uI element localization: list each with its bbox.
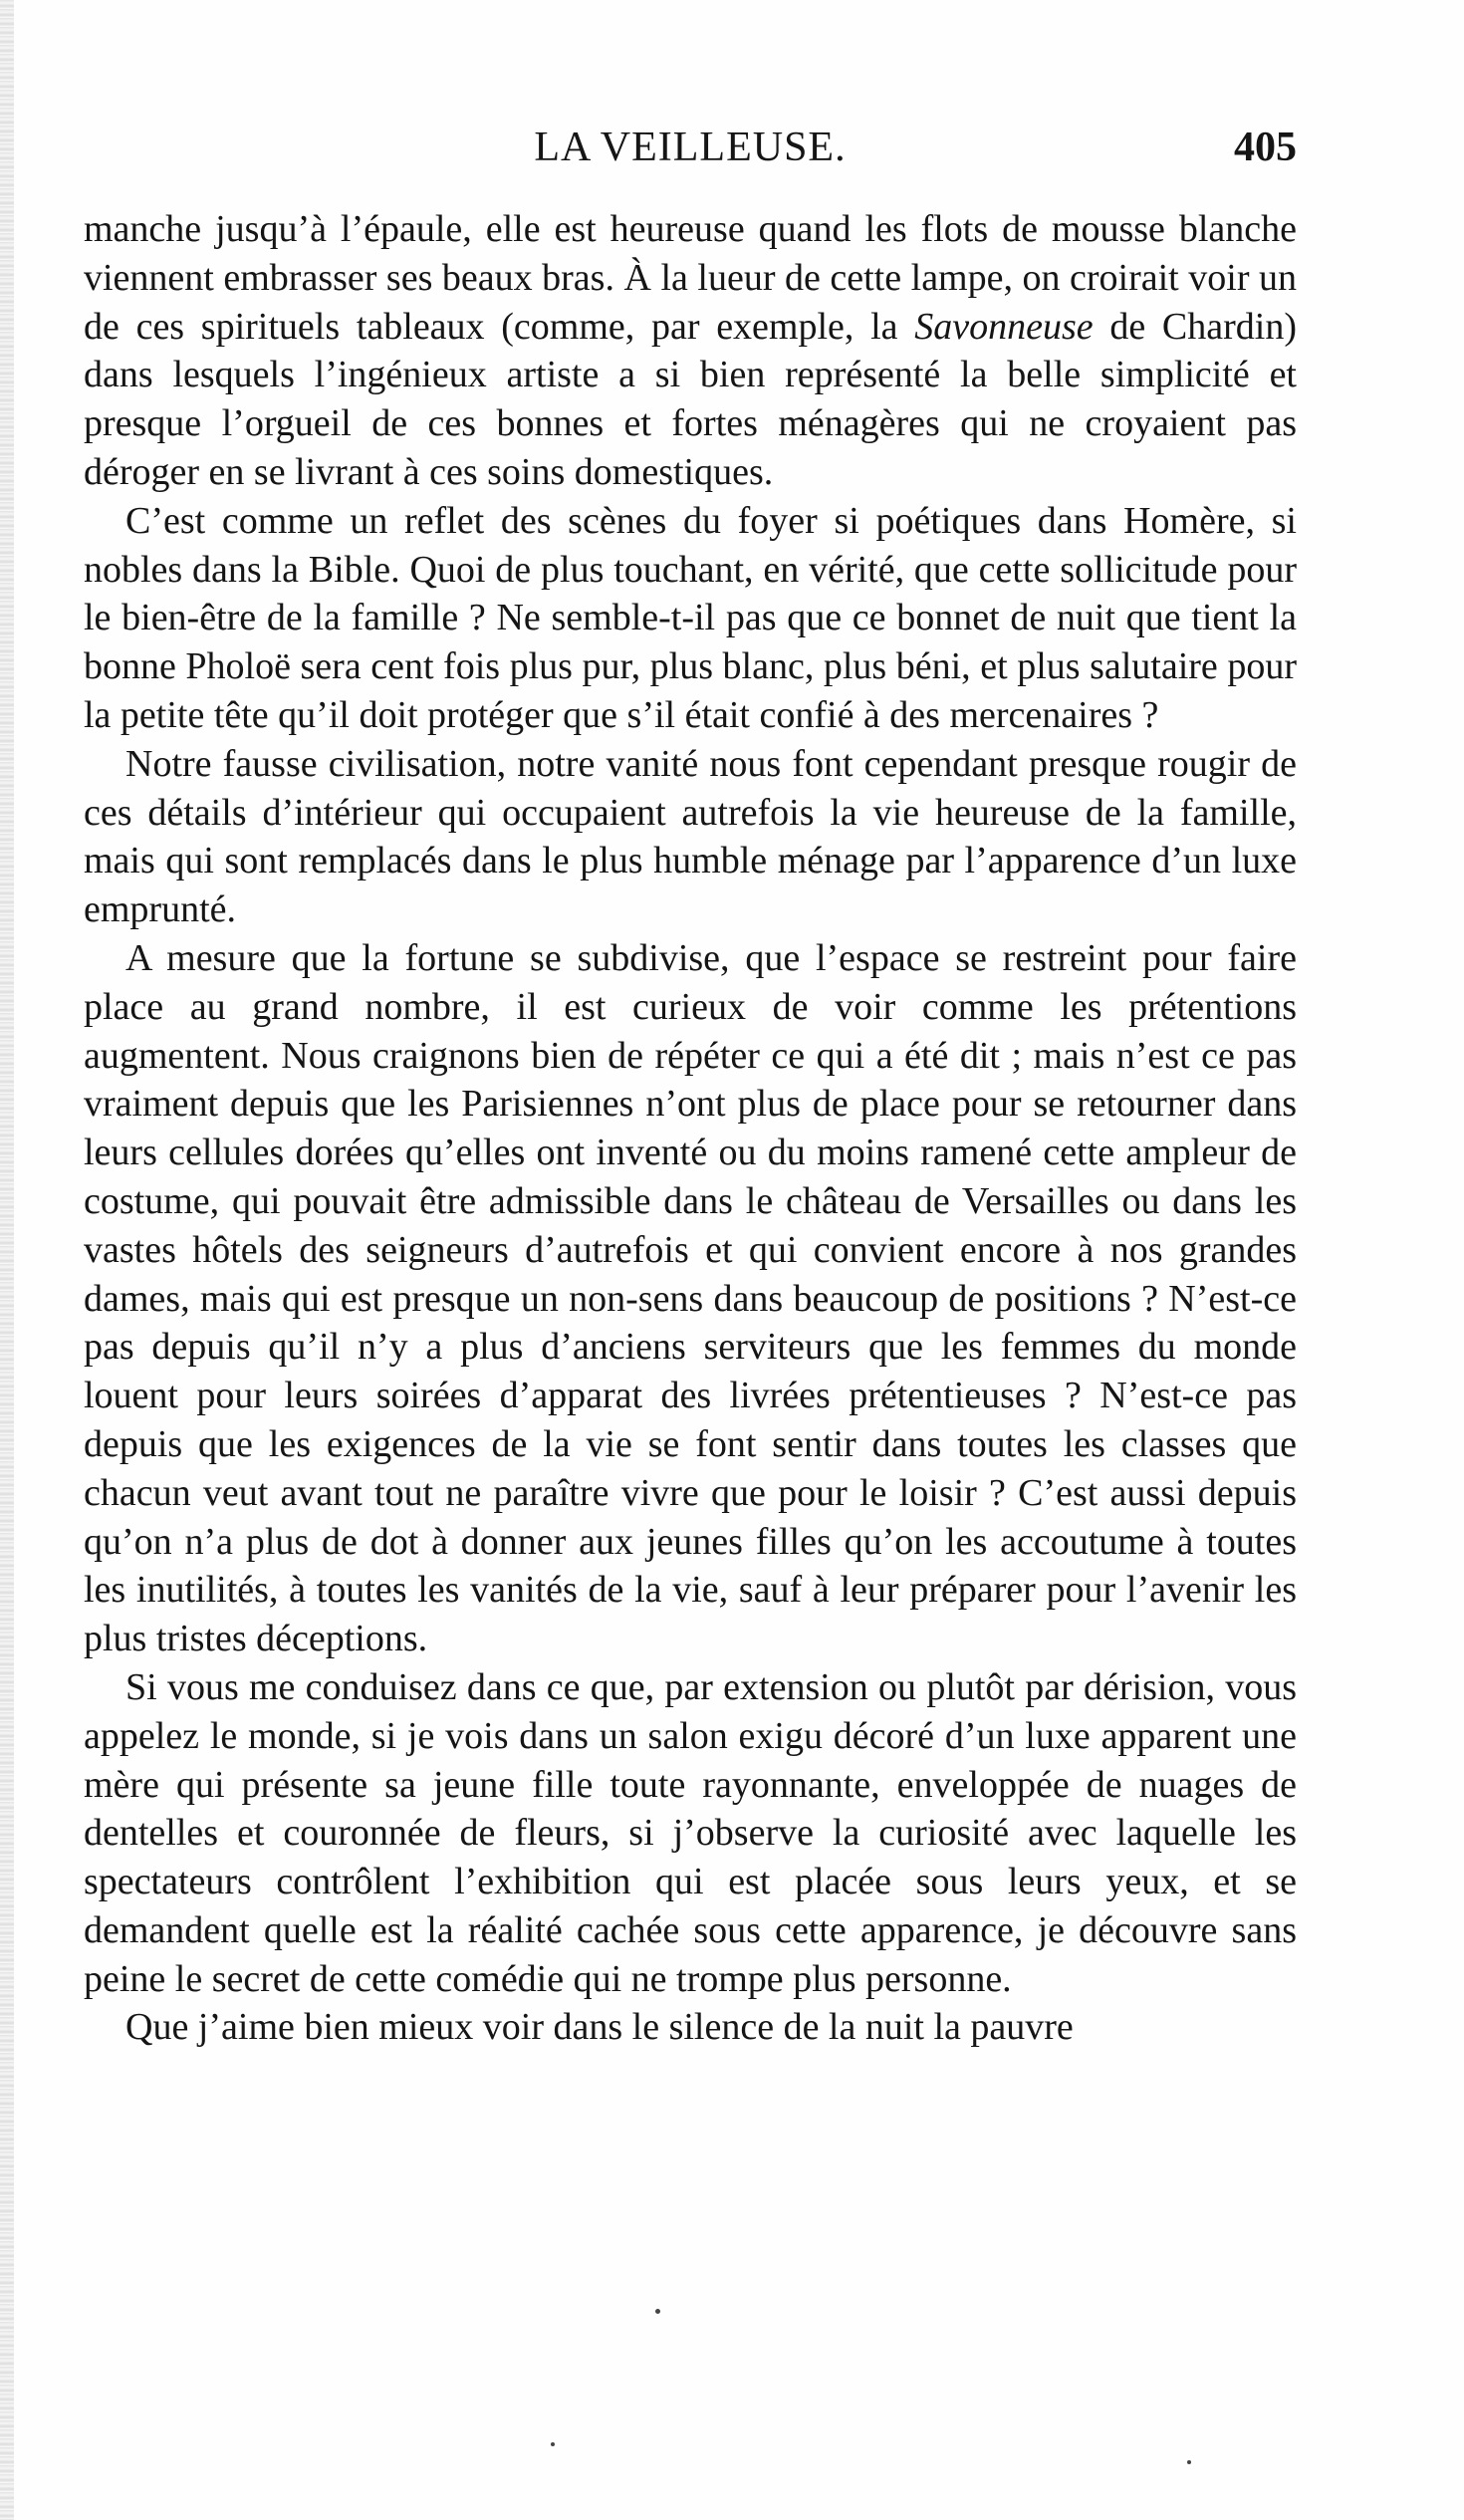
- paragraph-5: Si vous me conduisez dans ce que, par extension ou plutôt par dérision, vous appelez le monde, si je vois dans un salon exigu décoré d’un luxe apparent une mère qui présente sa jeune fille toute rayonnante, enveloppée de nuages de dentelles et couronnée de fleurs, si j’observe la curiosité avec laquelle les spectateurs contrôlent l’exhibition qui est placée sous leurs yeux, et se demandent quelle est la réalité cachée sous cette apparence, je découvre sans peine le secret de cette comédie qui ne trompe plus personne.: [84, 1665, 1297, 2000]
- paragraph-1-text: manche jusqu’à l’épaule, elle est heureuse quand les flots de mousse blanche viennent embrasser ses beaux bras. À la lueur de cette lampe, on croirait voir un de ces spirituels tableaux (comme, par exemple, la: [84, 208, 1297, 348]
- page-number: 405: [1234, 125, 1297, 170]
- paragraph-1: [84, 205, 1297, 497]
- page-edge-shadow: [0, 0, 14, 2520]
- ink-speck: [655, 2309, 660, 2314]
- paragraph-2: C’est comme un reflet des scènes du foyer si poétiques dans Homère, si nobles dans la Bible. Quoi de plus touchant, en vérité, que cette sollicitude pour le bien-être de la famille ? Ne semble-t-il pas que ce bonnet de nuit que tient la bonne Pholoë sera cent fois plus pur, plus blanc, plus béni, et plus salutaire pour la petite tête qu’il doit protéger que s’il était confié à des mercenaires ?: [84, 499, 1297, 736]
- paragraph-6: Que j’aime bien mieux voir dans le silence de la nuit la pauvre: [125, 2006, 1074, 2049]
- body-text: [84, 205, 1297, 2052]
- ink-speck: [1187, 2460, 1191, 2464]
- ink-speck: [551, 2442, 555, 2446]
- paragraph-4: A mesure que la fortune se subdivise, que l’espace se restreint pour faire place au grand nombre, il est curieux de voir comme les prétentions augmentent. Nous craignons bien de répéter ce qui a été dit ; mais n’est ce pas vraiment depuis que les Parisiennes n’ont plus de place pour se retourner dans leurs cellules dorées qu’elles ont inventé ou du moins ramené cette ampleur de costume, qui pouvait être admissible dans le château de Versailles ou dans les vastes hôtels des seigneurs d’autrefois et qui convient encore à nos grandes dames, mais qui est presque un non-sens dans beaucoup de positions ? N’est-ce pas depuis qu’il n’y a plus d’anciens serviteurs que les femmes du monde louent pour leurs soirées d’apparat des livrées prétentieuses ? N’est-ce pas depuis que les exigences de la vie se font sentir dans toutes les classes que chacun veut avant tout ne paraître vivre que pour le loisir ? C’est aussi depuis qu’on n’a plus de dot à donner aux jeunes filles qu’on les accoutume à toutes les inutilités, à toutes les vanités de la vie, sauf à leur préparer pour l’avenir les plus tristes déceptions.: [84, 936, 1297, 1660]
- paragraph-1-italic-title: Savonneuse: [914, 305, 1094, 348]
- paragraph-1-text-after: de Chardin) dans lesquels l’ingénieux artiste a si bien représenté la belle simplicité et presque l’orgueil de ces bonnes et fortes ménagères qui ne croyaient pas déroger en se livrant à ces soins domestiques.: [84, 305, 1297, 493]
- running-title: LA VEILLEUSE.: [534, 125, 847, 170]
- paragraph-3: Notre fausse civilisation, notre vanité nous font cependant presque rougir de ces détails d’intérieur qui occupaient autrefois la vie heureuse de la famille, mais qui sont remplacés dans le plus humble ménage par l’apparence d’un luxe emprunté.: [84, 742, 1297, 931]
- page-header: [84, 124, 1297, 183]
